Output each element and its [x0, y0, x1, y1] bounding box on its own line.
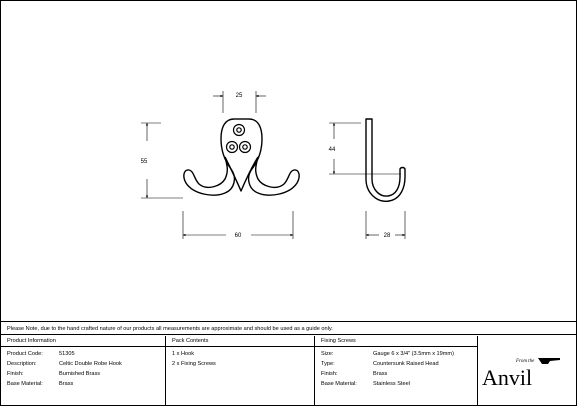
screw-type-label: Type: — [321, 361, 335, 367]
screw-type-row — [321, 359, 477, 369]
pack-item: 1 x Hook — [172, 351, 195, 357]
product-code-label: Product Code: — [7, 351, 43, 357]
column-divider — [477, 336, 478, 405]
dimension-side-height — [329, 123, 401, 174]
screw-size-value: Gauge 6 x 3/4" (3.5mm x 19mm) — [373, 351, 454, 357]
fixing-screws-heading: Fixing Screws — [315, 336, 477, 347]
product-information-heading: Product Information — [1, 336, 165, 347]
description-row — [7, 359, 165, 369]
logo-brand-text: Anvil — [482, 365, 533, 390]
finish-row — [7, 369, 165, 379]
screw-holes — [227, 125, 251, 153]
base-material-label: Base Material: — [7, 381, 43, 387]
anvil-logo — [480, 353, 566, 391]
screw-base-material-value: Stainless Steel — [373, 381, 411, 387]
screw-base-material-row — [321, 379, 477, 389]
dimension-height-label: 55 — [140, 159, 148, 165]
screw-size-label: Size: — [321, 351, 334, 357]
pack-contents-column — [166, 336, 314, 405]
fixing-screws-column — [315, 336, 477, 405]
drawing-area — [1, 1, 576, 321]
anvil-icon — [538, 358, 560, 364]
logo-small-text: From the — [516, 359, 535, 364]
screw-finish-label: Finish: — [321, 371, 338, 377]
screw-base-material-label: Base Material: — [321, 381, 357, 387]
screw-type-value: Countersunk Raised Head — [373, 361, 439, 367]
product-info-table — [1, 336, 576, 405]
dimension-overall-width-label: 60 — [234, 233, 242, 239]
screw-finish-value: Brass — [373, 371, 388, 377]
dimension-top-width-label: 25 — [235, 93, 243, 99]
product-code-row — [7, 349, 165, 359]
finish-label: Finish: — [7, 371, 24, 377]
screw-size-row — [321, 349, 477, 359]
base-material-value: Brass — [59, 381, 74, 387]
pack-contents-heading: Pack Contents — [166, 336, 314, 347]
hook-side-view — [366, 119, 405, 201]
screw-finish-row — [321, 369, 477, 379]
product-code-value: 51305 — [59, 351, 75, 357]
base-material-row — [7, 379, 165, 389]
description-value: Celtic Double Robe Hook — [59, 361, 122, 367]
dimension-side-depth-label: 28 — [383, 233, 391, 239]
dimension-side-height-label: 44 — [328, 147, 336, 153]
product-information-column — [1, 336, 165, 405]
description-label: Description: — [7, 361, 37, 367]
disclaimer-note: Please Note, due to the hand crafted nature of our products all measurements are approximate and should be used as a guide only. — [1, 321, 576, 335]
finish-value: Burnished Brass — [59, 371, 101, 377]
pack-item: 2 x Fixing Screws — [172, 361, 216, 367]
